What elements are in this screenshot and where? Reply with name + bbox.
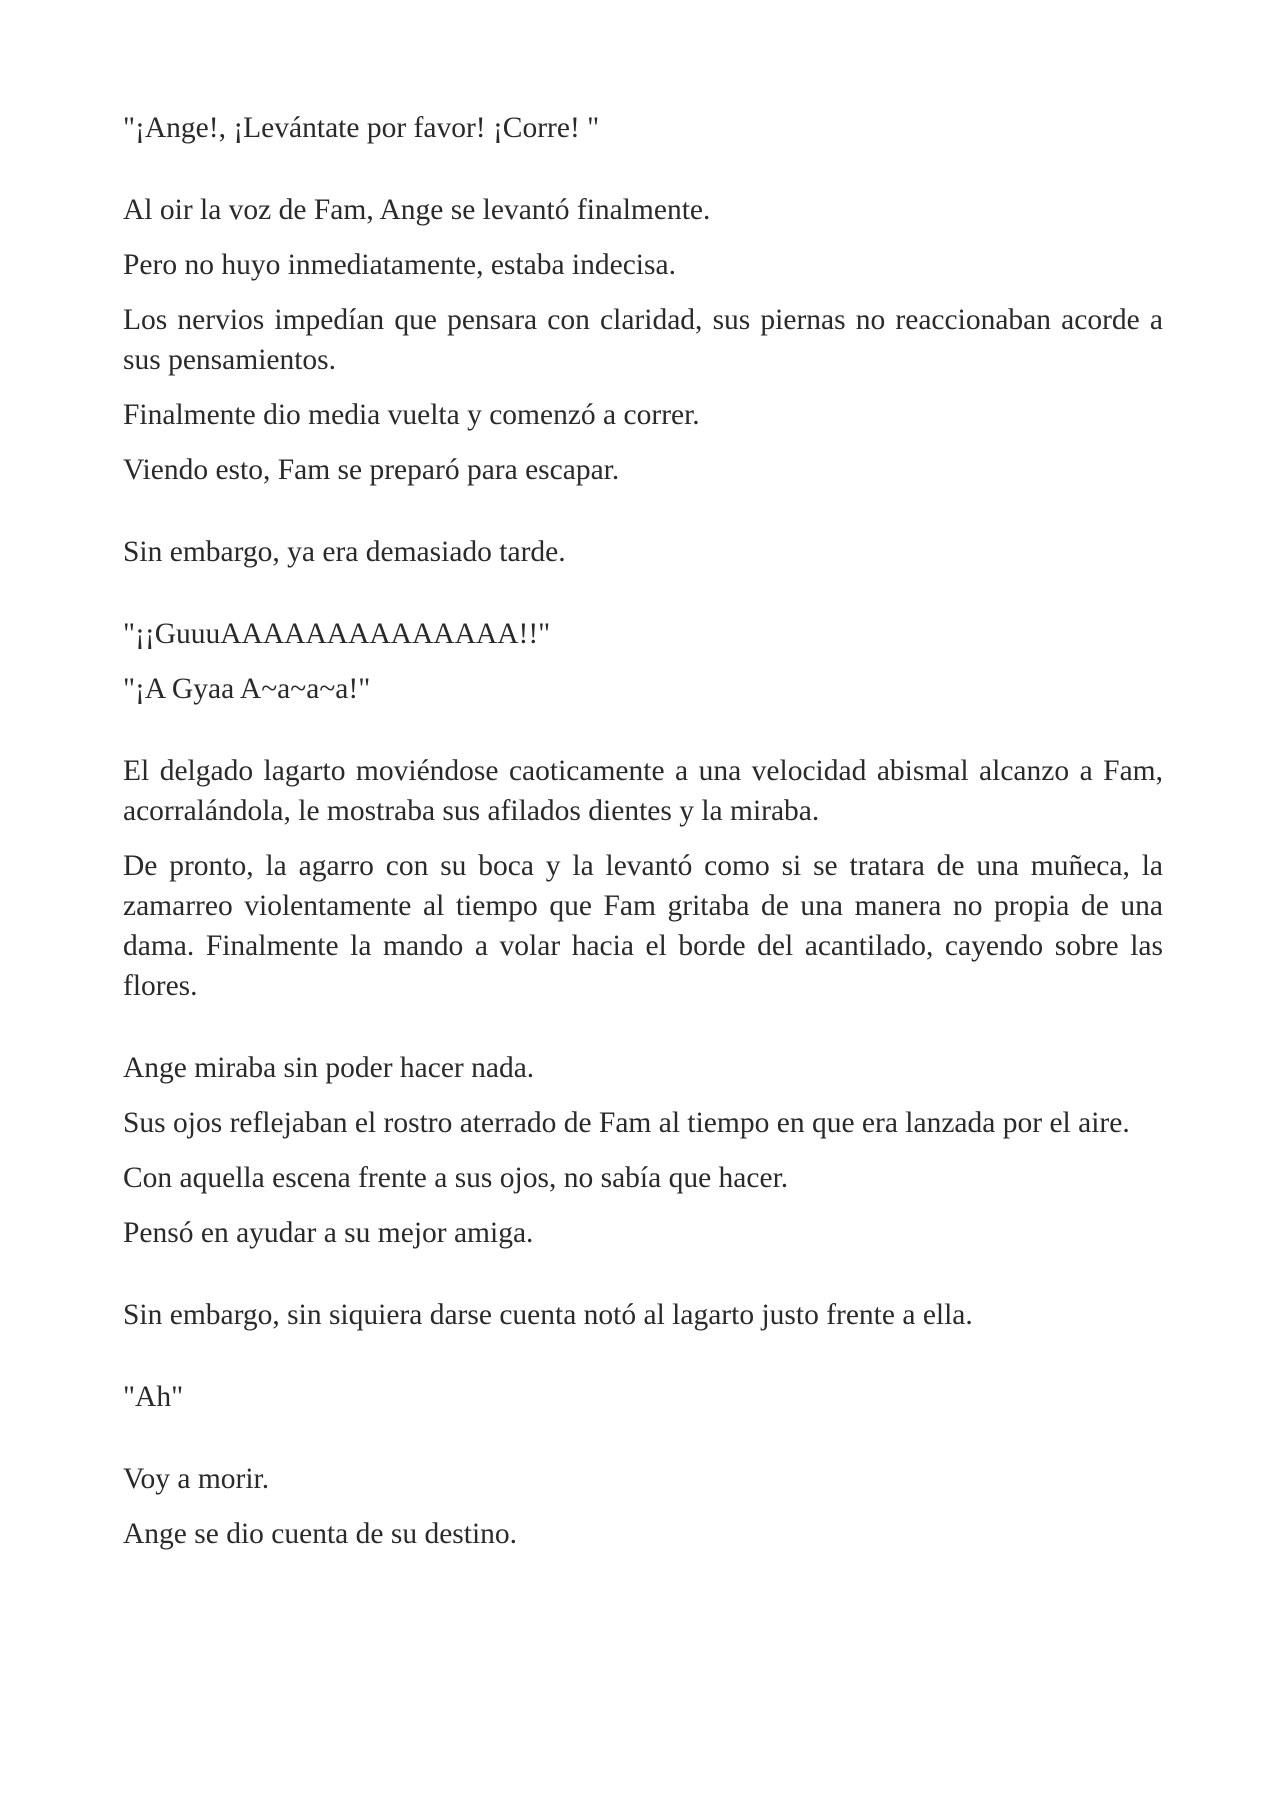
document-page bbox=[123, 108, 1163, 1569]
paragraph: Voy a morir. bbox=[123, 1463, 270, 1495]
paragraph: Sus ojos reflejaban el rostro aterrado de Fam al tiempo en que era lanzada por el aire. bbox=[123, 1107, 1130, 1139]
paragraph: Al oir la voz de Fam, Ange se levantó finalmente. bbox=[123, 194, 711, 226]
paragraph: De pronto, la agarro con su boca y la levantó como si se tratara de una muñeca, la zamarreo violentamente al tiempo que Fam gritaba de una manera no propia de una dama. Finalmente la mando a volar hacia el borde del acantilado, cayendo sobre las flores. bbox=[123, 850, 1163, 1002]
paragraph: "¡¡GuuuAAAAAAAAAAAAAA!!" bbox=[123, 618, 551, 650]
paragraph: Viendo esto, Fam se preparó para escapar. bbox=[123, 454, 620, 486]
paragraph: "¡Ange!, ¡Levántate por favor! ¡Corre! " bbox=[123, 112, 600, 144]
paragraph: "¡A Gyaa A~a~a~a!" bbox=[123, 673, 371, 705]
paragraph: Con aquella escena frente a sus ojos, no sabía que hacer. bbox=[123, 1162, 789, 1194]
paragraph: Ange miraba sin poder hacer nada. bbox=[123, 1052, 535, 1084]
paragraph: El delgado lagarto moviéndose caoticamente a una velocidad abismal alcanzo a Fam, acorralándola, le mostraba sus afilados dientes y la miraba. bbox=[123, 755, 1163, 827]
paragraph: Sin embargo, ya era demasiado tarde. bbox=[123, 536, 566, 568]
paragraph: Ange se dio cuenta de su destino. bbox=[123, 1518, 518, 1550]
paragraph: Finalmente dio media vuelta y comenzó a correr. bbox=[123, 399, 700, 431]
paragraph: Pero no huyo inmediatamente, estaba indecisa. bbox=[123, 249, 676, 281]
paragraph: Los nervios impedían que pensara con claridad, sus piernas no reaccionaban acorde a sus pensamientos. bbox=[123, 304, 1163, 376]
paragraph: Sin embargo, sin siquiera darse cuenta notó al lagarto justo frente a ella. bbox=[123, 1299, 973, 1331]
paragraph: "Ah" bbox=[123, 1381, 184, 1413]
paragraph: Pensó en ayudar a su mejor amiga. bbox=[123, 1217, 534, 1249]
